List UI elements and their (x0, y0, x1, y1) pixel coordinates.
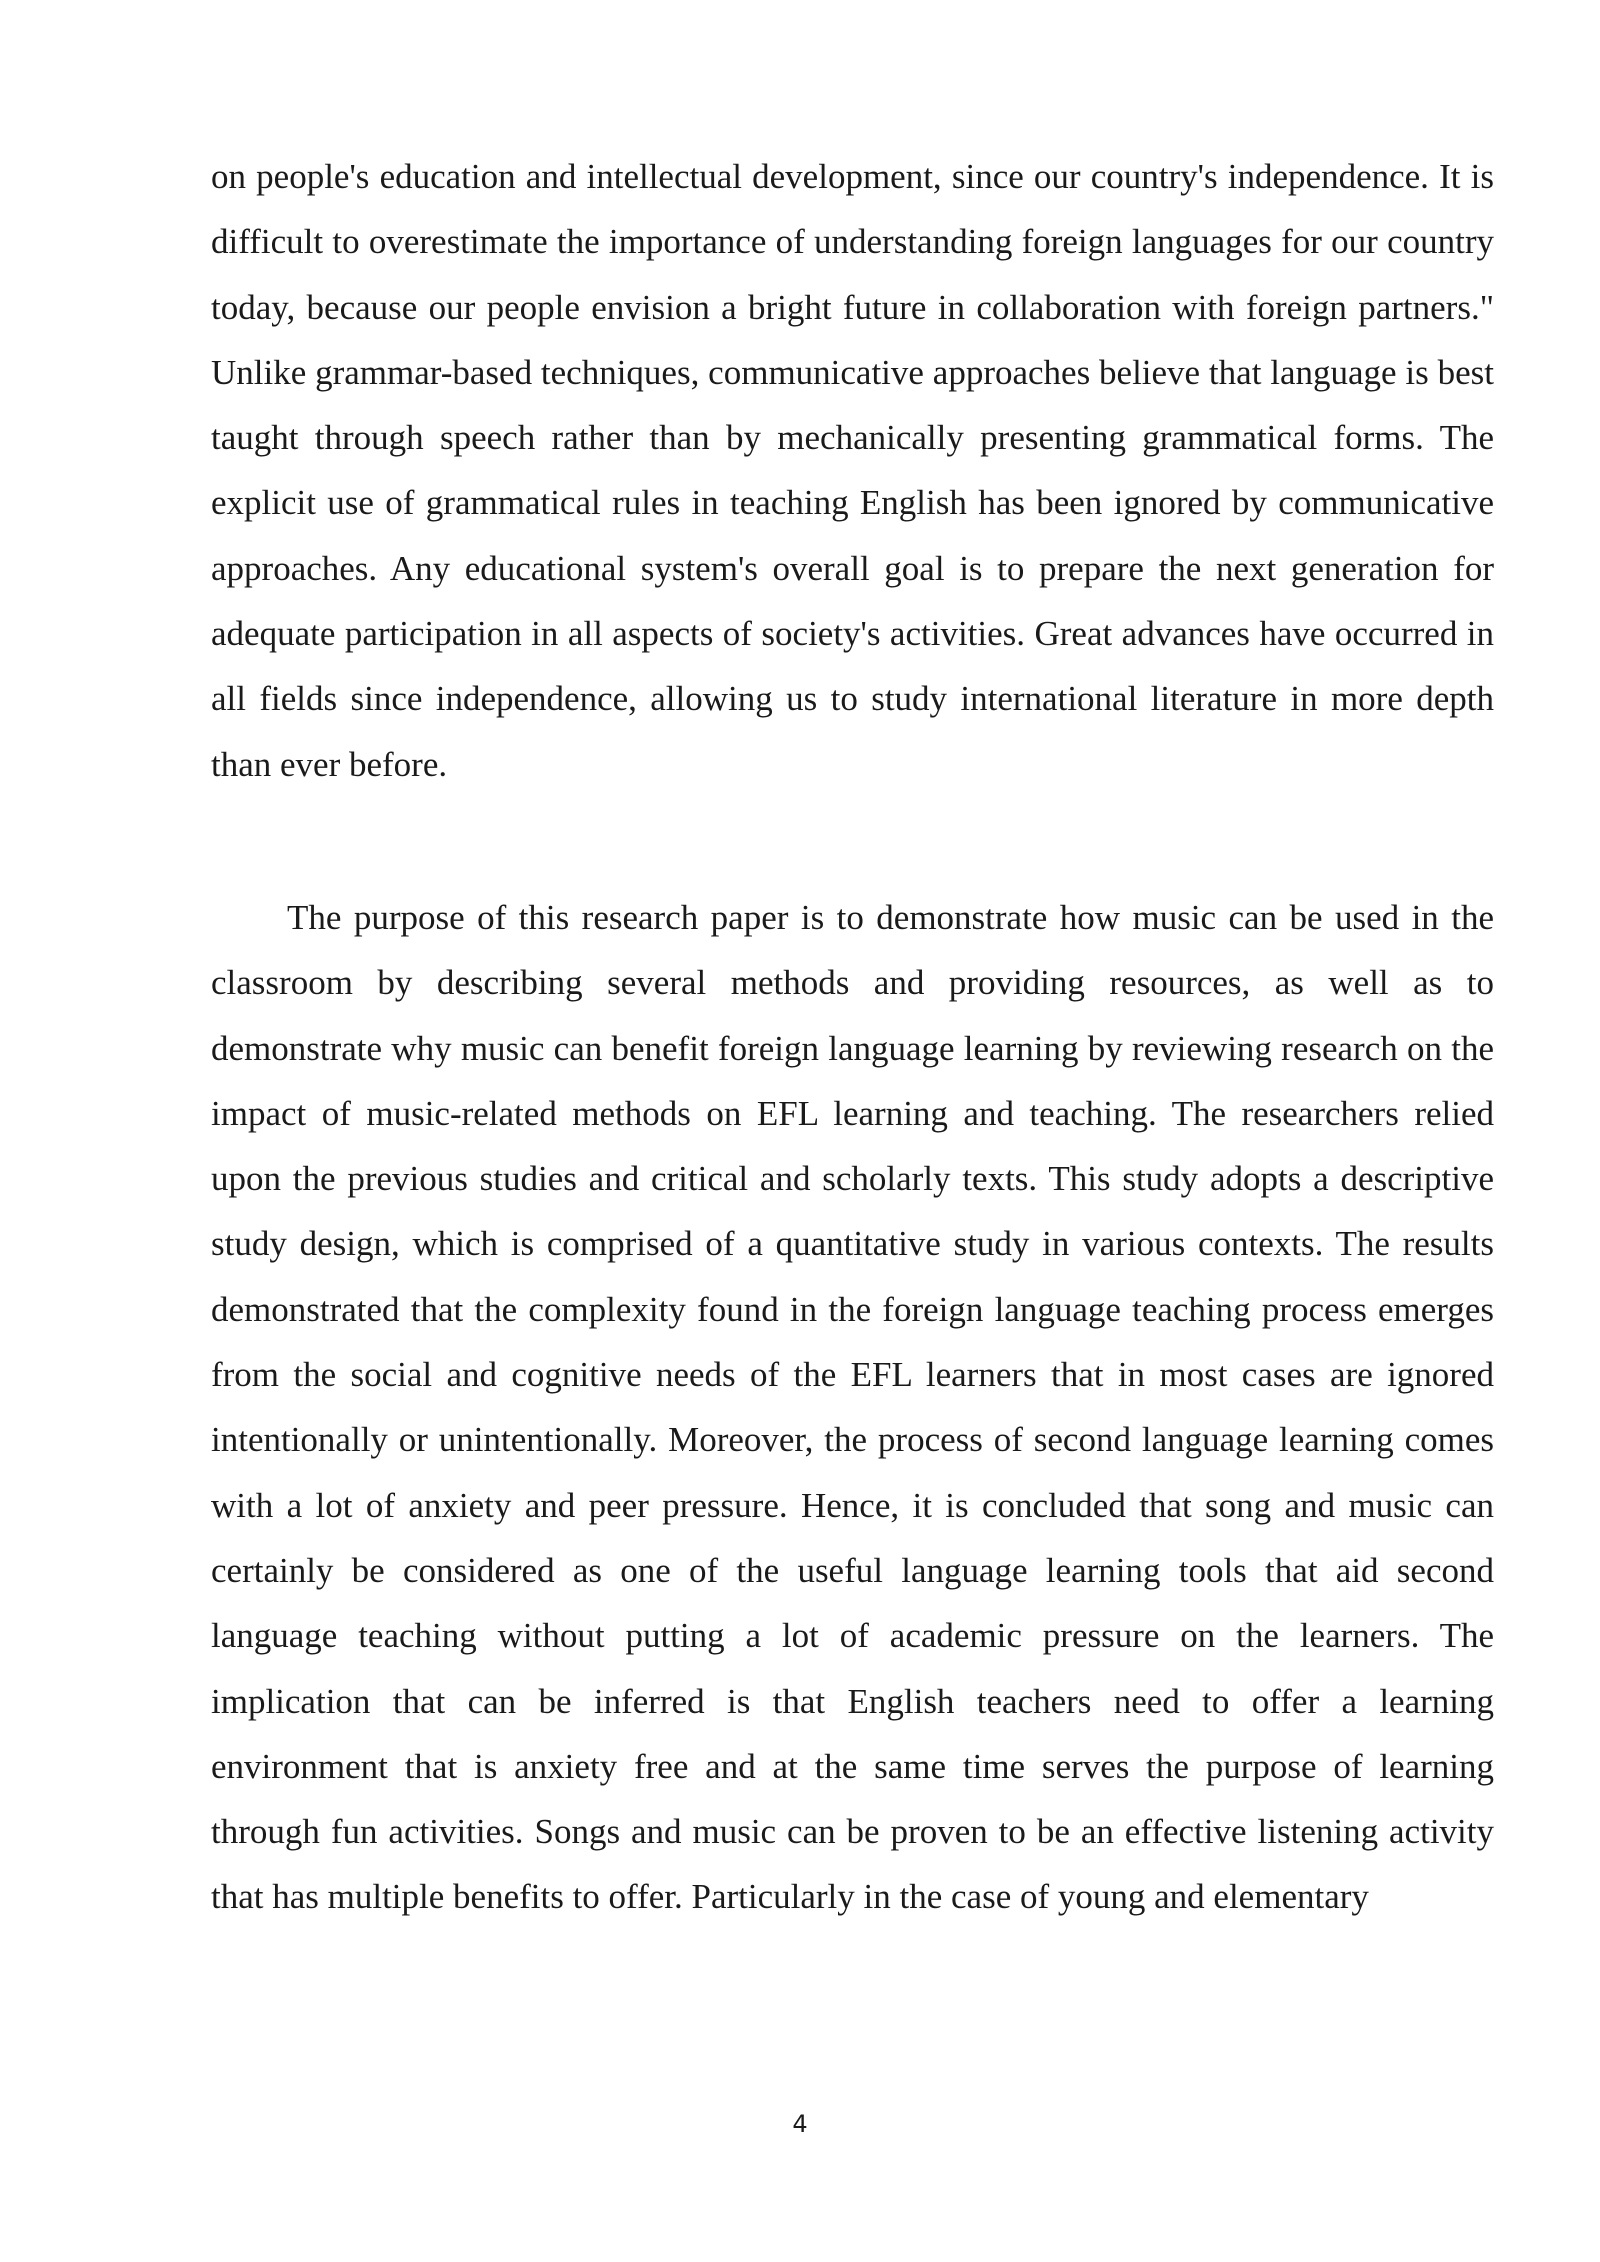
body-paragraph-2: The purpose of this research paper is to demonstrate how music can be used in the classroom by describing several methods and providing resources, as well as to demonstrate why music can benefit foreign language learning by reviewing research on the impact of music-related methods on EFL learning and teaching. The researchers relied upon the previous studies and critical and scholarly texts. This study adopts a descriptive study design, which is comprised of a quantitative study in various contexts. The results demonstrated that the complexity found in the foreign language teaching process emerges from the social and cognitive needs of the EFL learners that in most cases are ignored intentionally or unintentionally. Moreover, the process of second language learning comes with a lot of anxiety and peer pressure. Hence, it is concluded that song and music can certainly be considered as one of the useful language learning tools that aid second language teaching without putting a lot of academic pressure on the learners. The implication that can be inferred is that English teachers need to offer a learning environment that is anxiety free and at the same time serves the purpose of learning through fun activities. Songs and music can be proven to be an effective listening activity that has multiple benefits to offer. Particularly in the case of young and elementary (211, 898, 1494, 1917)
body-paragraph-1: on people's education and intellectual development, since our country's independence. It is difficult to overestimate the importance of understanding foreign languages for our country today, because our people envision a bright future in collaboration with foreign partners." Unlike grammar-based techniques, communicative approaches believe that language is best taught through speech rather than by mechanically presenting grammatical forms. The explicit use of grammatical rules in teaching English has been ignored by communicative approaches. Any educational system's overall goal is to prepare the next generation for adequate participation in all aspects of society's activities. Great advances have occurred in all fields since independence, allowing us to study international literature in more depth than ever before. (211, 157, 1494, 784)
page-number: 4 (792, 2110, 808, 2138)
